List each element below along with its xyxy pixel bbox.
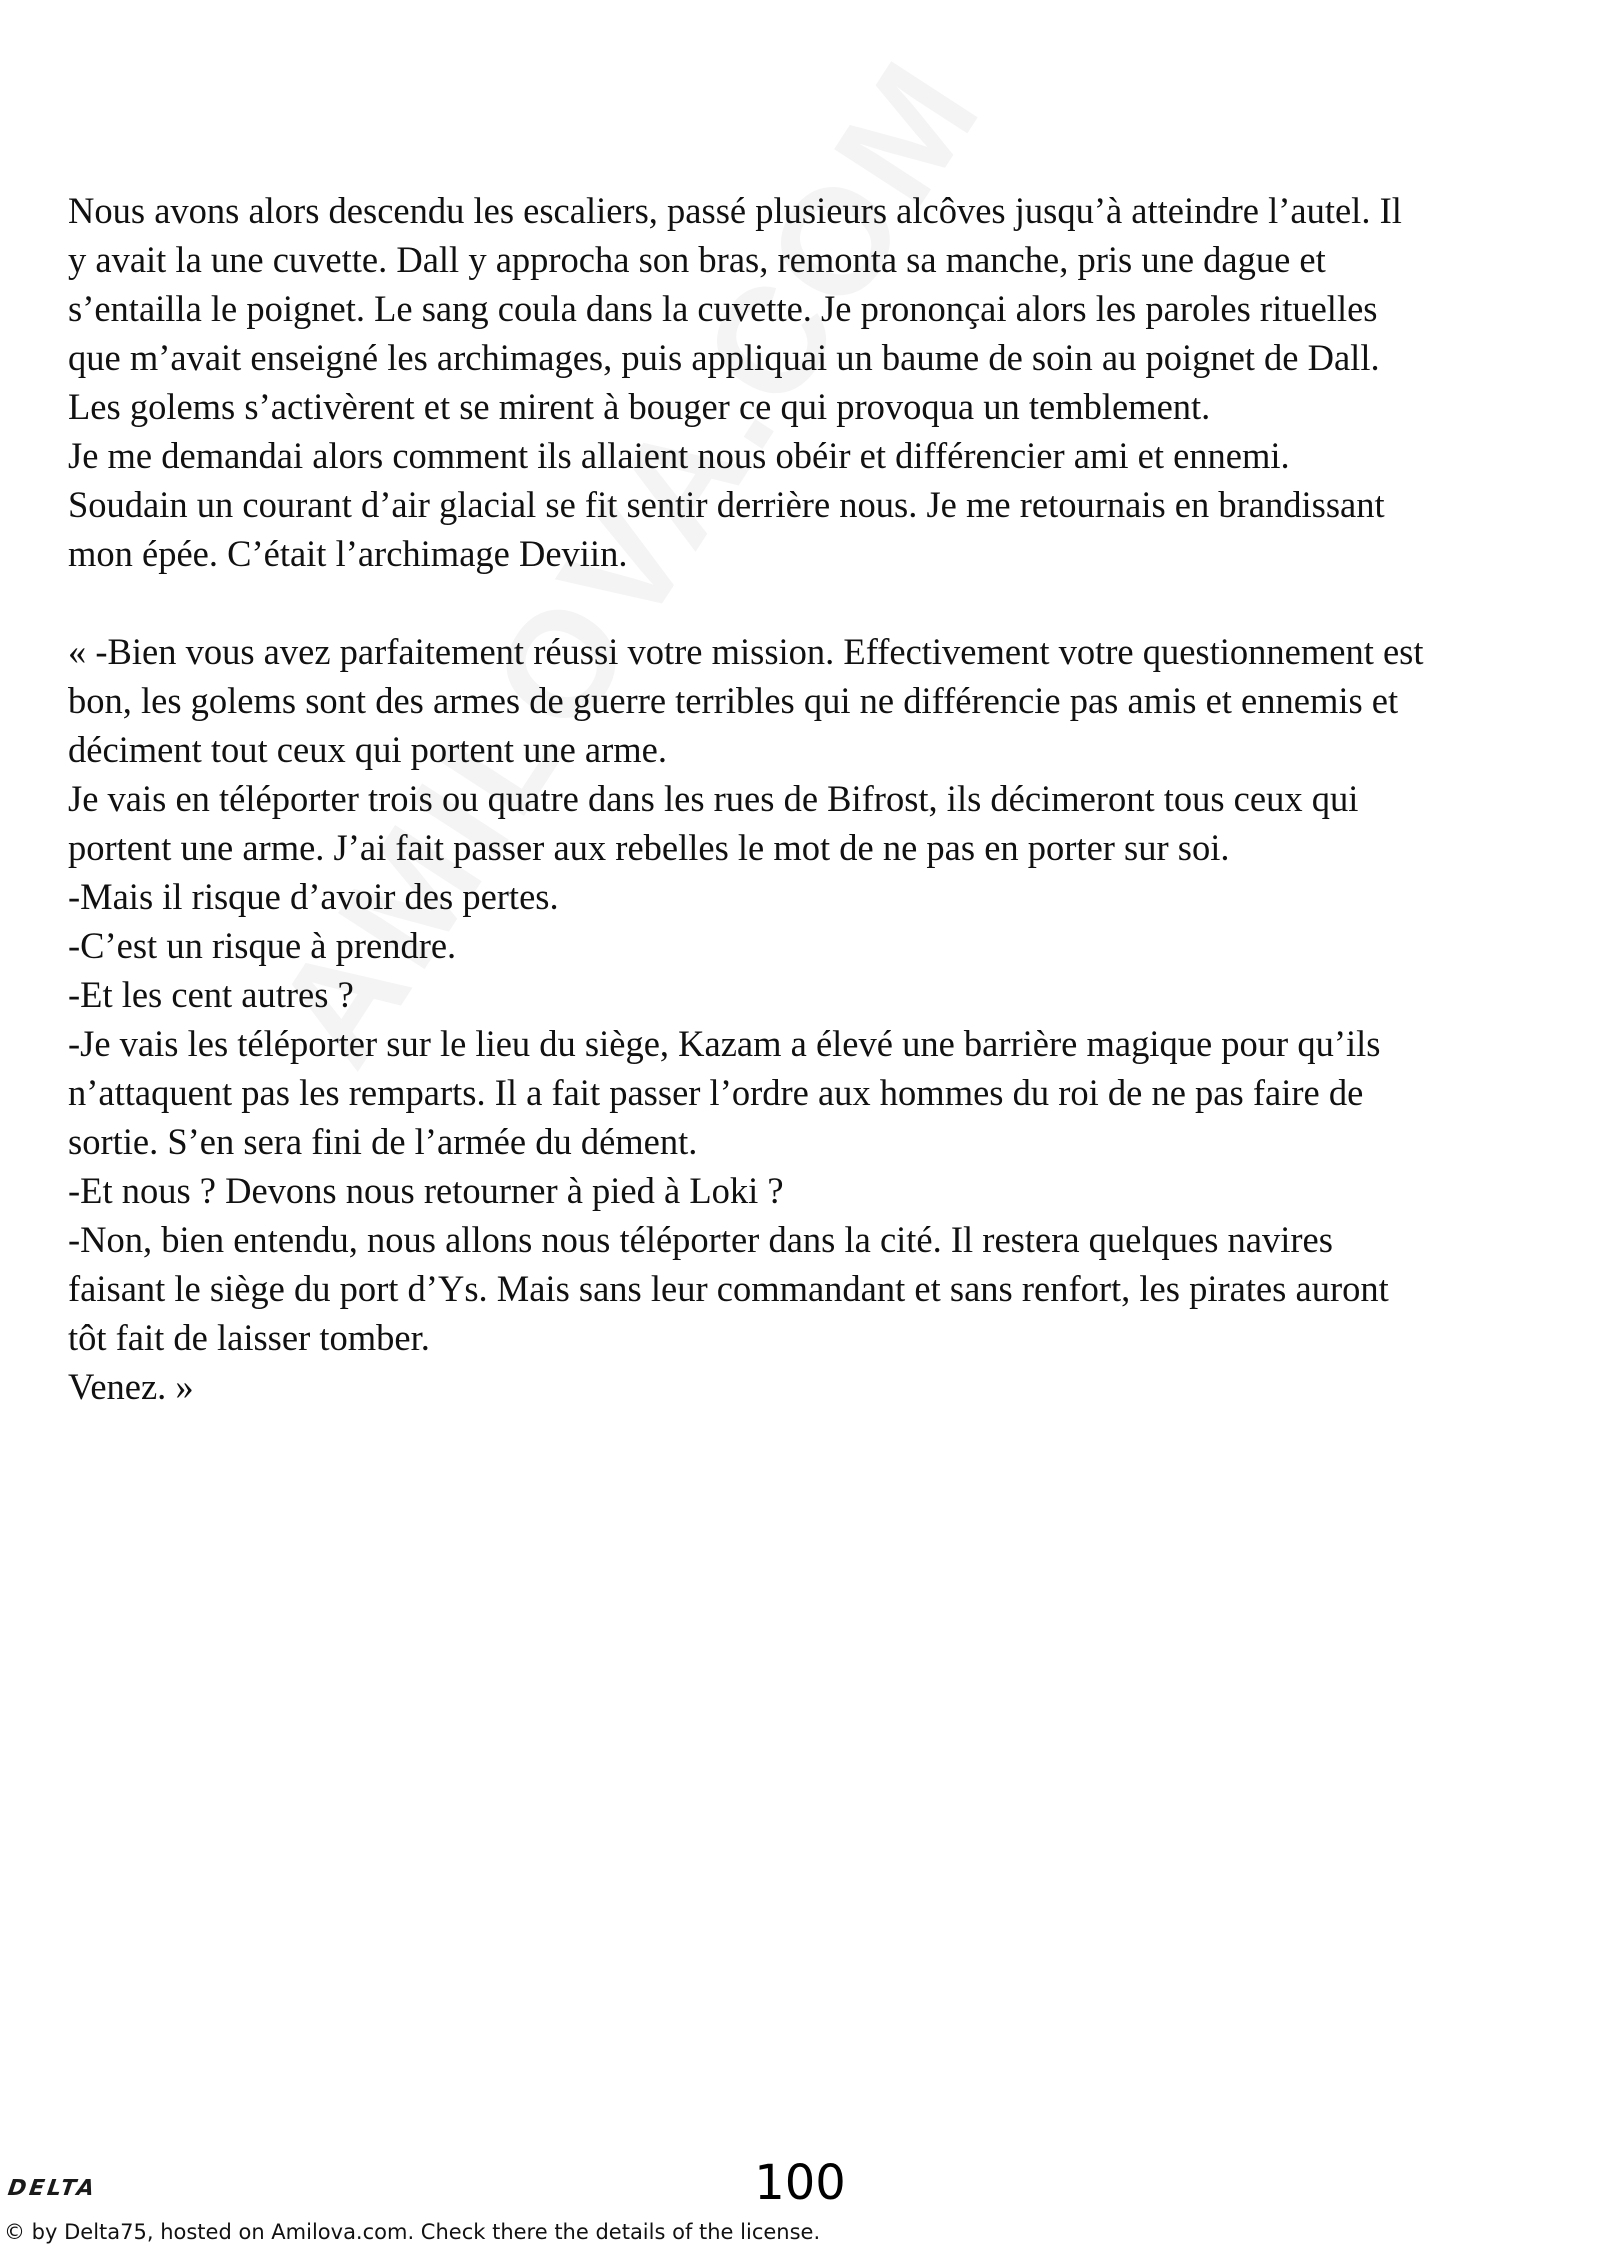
text-line: -Je vais les téléporter sur le lieu du siège, Kazam a élevé une barrière magique pour qu’ils (68, 1023, 1381, 1064)
text-line: -Non, bien entendu, nous allons nous téléporter dans la cité. Il restera quelques navires (68, 1219, 1333, 1260)
text-line: « -Bien vous avez parfaitement réussi votre mission. Effectivement votre questionnement est (68, 631, 1424, 672)
text-line: -Et nous ? Devons nous retourner à pied à Loki ? (68, 1170, 784, 1211)
delta-logo: DELTA (6, 2176, 99, 2201)
text-line: déciment tout ceux qui portent une arme. (68, 729, 668, 770)
text-line: -C’est un risque à prendre. (68, 925, 457, 966)
text-line: n’attaquent pas les remparts. Il a fait passer l’ordre aux hommes du roi de ne pas faire de (68, 1072, 1364, 1113)
text-line: Nous avons alors descendu les escaliers, passé plusieurs alcôves jusqu’à atteindre l’autel. Il (68, 190, 1402, 231)
text-line: Les golems s’activèrent et se mirent à bouger ce qui provoqua un temblement. (68, 386, 1211, 427)
text-line: -Mais il risque d’avoir des pertes. (68, 876, 559, 917)
paragraph-gap (68, 578, 1588, 627)
paragraph-2 (68, 627, 1588, 1411)
text-line: Soudain un courant d’air glacial se fit sentir derrière nous. Je me retournais en brandissant (68, 484, 1385, 525)
text-line: faisant le siège du port d’Ys. Mais sans leur commandant et sans renfort, les pirates auront (68, 1268, 1389, 1309)
text-line: Je me demandai alors comment ils allaient nous obéir et différencier ami et ennemi. (68, 435, 1290, 476)
text-line: portent une arme. J’ai fait passer aux rebelles le mot de ne pas en porter sur soi. (68, 827, 1230, 868)
story-text (68, 186, 1588, 1411)
text-line: bon, les golems sont des armes de guerre terribles qui ne différencie pas amis et ennemis et (68, 680, 1399, 721)
license-notice: © by Delta75, hosted on Amilova.com. Check there the details of the license. (4, 2220, 821, 2244)
text-line: que m’avait enseigné les archimages, puis appliquai un baume de soin au poignet de Dall. (68, 337, 1380, 378)
page-number: 100 (754, 2155, 846, 2211)
text-line: tôt fait de laisser tomber. (68, 1317, 430, 1358)
paragraph-1 (68, 186, 1588, 578)
text-line: s’entailla le poignet. Le sang coula dans la cuvette. Je prononçai alors les paroles rituelles (68, 288, 1378, 329)
text-line: Je vais en téléporter trois ou quatre dans les rues de Bifrost, ils décimeront tous ceux qui (68, 778, 1359, 819)
text-line: -Et les cent autres ? (68, 974, 354, 1015)
text-line: sortie. S’en sera fini de l’armée du dément. (68, 1121, 698, 1162)
text-line: mon épée. C’était l’archimage Deviin. (68, 533, 628, 574)
text-line: y avait la une cuvette. Dall y approcha son bras, remonta sa manche, pris une dague et (68, 239, 1326, 280)
text-line: Venez. » (68, 1366, 194, 1407)
